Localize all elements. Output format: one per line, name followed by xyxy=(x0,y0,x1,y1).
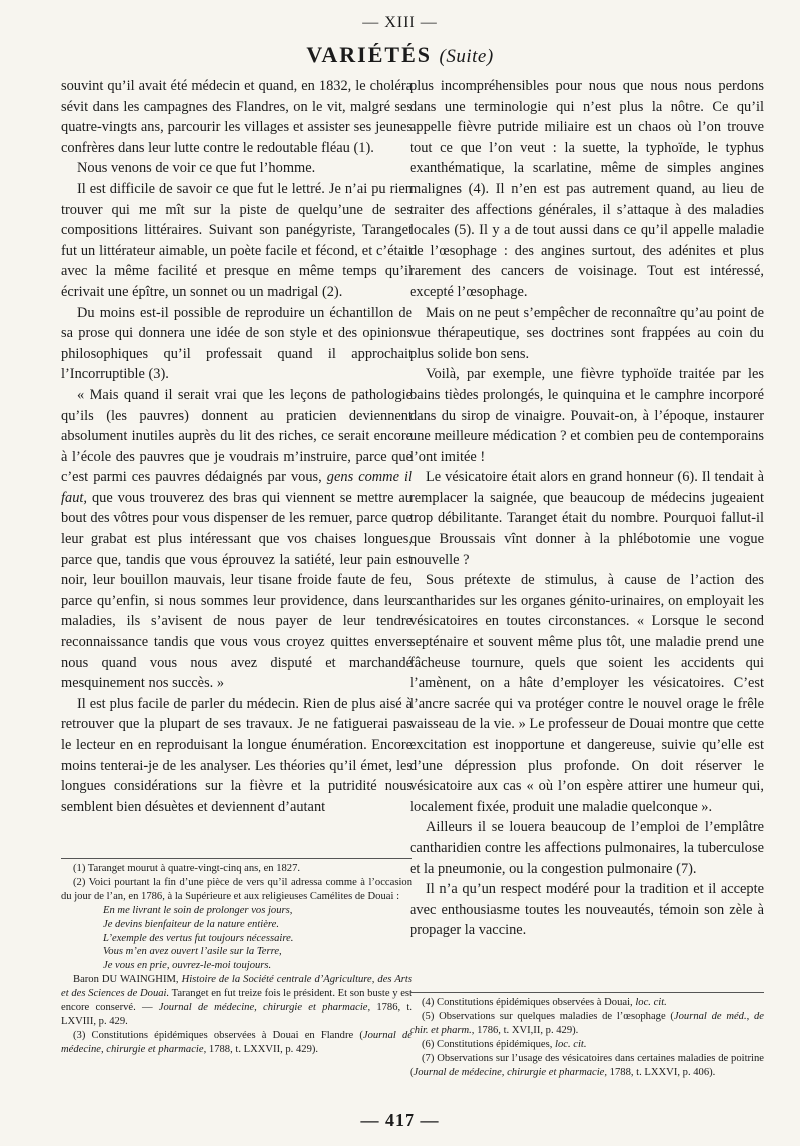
footnote-text: (5) Observations sur quelques maladies de l’œsophage ( xyxy=(422,1010,674,1022)
footnote-italic: Journal de médecine, chirurgie et pharmacie, xyxy=(158,1002,371,1014)
footnote-text: 1788, t. LXXVII, p. 429). xyxy=(208,1043,319,1055)
footnote xyxy=(410,1038,764,1052)
footnote-italic: loc. cit. xyxy=(555,1038,587,1050)
paragraph: Il est plus facile de parler du médecin. Rien de plus aisé à retrouver que la plupart de ses travaux. Je ne fatiguerai pas le lecteur en en reproduisant la longue énumération. Encore moins tenterai-je de les analyser. Les théories qu’il émet, les longues considérations sur la fièvre et la putridité nous semblent bien désuètes et deviennent d’autant xyxy=(61,695,412,815)
verse-block xyxy=(103,904,412,974)
quote-text: que vous trouverez des bras qui viennent se mettre au bout des vôtres pour vous dispenser de les remuer, parce que leur grabat est plus intéressant que vos chaises longues, parce que, tandis que vous éprouvez la satiété, leur pain est noir, leur bouillon mauvais, leur tisane froide faute de feu, parce qu’enfin, si nous sommes leur providence, dans leurs maladies, ils s’avisent de nous payer de leur tendre reconnaissance tandis que vous vous croyez quittes envers nous quand vous nous avez disputé et marchandé mesquinement nos succès. » xyxy=(61,489,412,692)
paragraph: souvint qu’il avait été médecin et quand, en 1832, le choléra sévit dans les campagnes des Flandres, on le vit, malgré ses quatre-vingts ans, parcourir les villages et assister ses jeunes confrères dans leur lutte contre le redoutable fléau (1). xyxy=(61,78,412,156)
footnote-text: Taranget en fut treize fois le président. Et son buste y est encore conservé. — xyxy=(61,988,412,1014)
verse-line: L’exemple des vertus fut toujours nécessaire. xyxy=(103,932,294,944)
verse-line: Je devins bienfaiteur de la nature entière. xyxy=(103,918,280,930)
footnote-text: 1788, t. LXXVI, p. 406). xyxy=(609,1066,716,1078)
footnote xyxy=(61,1029,412,1057)
paragraph: Du moins est-il possible de reproduire un échantillon de sa prose qui donnera une idée de son style et des opinions philosophiques qu’il professait quand il approchait l’Incorruptible (3). xyxy=(61,304,412,383)
footnote-text: (6) Constitutions épidémiques, xyxy=(422,1038,553,1050)
page-number: — 417 — xyxy=(360,1110,440,1130)
section-title xyxy=(0,42,800,68)
footnote: (1) Taranget mourut à quatre-vingt-cinq ans, en 1827. xyxy=(73,863,301,874)
footnote-italic: Histoire de la Société centrale d’Agriculture, des Arts et des Sciences de Douai. xyxy=(61,974,412,1000)
footnote-text: Baron DU WAINGHIM, xyxy=(73,974,179,986)
footnote xyxy=(410,996,764,1010)
footnote-text: (3) Constitutions épidémiques observées à Douai en Flandre ( xyxy=(73,1029,363,1041)
quoted-paragraph xyxy=(61,385,412,694)
paragraph: Il n’a qu’un respect modéré pour la tradition et il accepte avec enthousiasme toutes les nouveautés, témoin son zèle à propager la vaccine. xyxy=(410,881,764,939)
paragraph: plus incompréhensibles pour nous que nous nous perdons dans une terminologie qui n’est plus la nôtre. Ce qu’il appelle fièvre putride miliaire est un chaos où l’on trouve tout ce que l’on veut : la suette, la typhoïde, le typhus exanthématique, la scarlatine, même de simples angines malignes (4). Il n’en est pas autrement quand, au lieu de traiter des affections générales, il s’attaque à des maladies locales (5). Il y a de tout aussi dans ce qu’il appelle maladie de l’œsophage : des angines surtout, des adénites et plus rarement des cancers de voisinage. Tout est intéressé, excepté l’œsophage. xyxy=(410,78,764,300)
verse-line: En me livrant le soin de prolonger vos jours, xyxy=(103,904,293,916)
footnotes-right xyxy=(410,992,764,1079)
footnote-text: 1786, t. XVI,II, p. 429). xyxy=(477,1024,579,1036)
paragraph: Nous venons de voir ce que fut l’homme. xyxy=(77,160,316,177)
running-head: — XIII — xyxy=(362,14,438,31)
section-title-text: VARIÉTÉS xyxy=(306,42,432,67)
section-title-suffix: (Suite) xyxy=(439,46,494,67)
footnote-italic: loc. cit. xyxy=(635,997,667,1008)
paragraph: Ailleurs il se louera beaucoup de l’emploi de l’emplâtre cantharidien contre les affections pulmonaires, la tuberculose et la pneumonie, ou la congestion pulmonaire (7). xyxy=(410,819,764,877)
quote-text: « Mais quand il serait vrai que les leçons de pathologie qu’ils (les pauvres) donnent au praticien deviennent absolument inutiles auprès du lit des riches, ce serait encore à l’école des pauvres que je voudrais m’instruire, parce que c’est parmi ces pauvres dédaignés par vous, xyxy=(61,386,412,486)
paragraph: Le vésicatoire était alors en grand honneur (6). Il tendait à remplacer la saignée, que beaucoup de médecins jugeaient trop débilitante. Taranget était du nombre. Pourquoi fallut-il que Broussais vînt donner à la phlébotomie une vogue nouvelle ? xyxy=(410,469,764,568)
verse-line: Vous m’en avez ouvert l’asile sur la Terre, xyxy=(103,946,282,958)
footnote xyxy=(410,1010,764,1038)
footnote-text: (7) Observations sur l’usage des vésicatoires dans certaines maladies de poitrine ( xyxy=(410,1052,764,1078)
quote-italic: gens comme il faut, xyxy=(61,469,412,506)
paragraph: Sous prétexte de stimulus, à cause de l’action des cantharides sur les organes génito-urinaires, on employait les vésicatoires en toutes circonstances. « Lorsque le second septénaire et souvent même plus tôt, une maladie prend une fâcheuse tournure, quels que soient les accidents qui l’amènent, on a hâte d’employer les vésicatoires. C’est l’ancre sacrée qui va protéger contre le nouvel orage le frêle vaisseau de la vie. » Le professeur de Douai montre que cette excitation est inopportune et dangereuse, suivie qu’elle est d’une dépression plus profonde. On doit réserver le vésicatoire aux cas « où l’on espère attirer une humeur qui, localement fixée, produit une maladie quelconque ». xyxy=(410,572,764,815)
footnote xyxy=(410,1052,764,1080)
footnote xyxy=(61,973,412,1029)
footnote-italic: Journal de méd., de chir. et pharm., xyxy=(410,1010,764,1036)
paragraph: Mais on ne peut s’empêcher de reconnaître qu’au point de vue thérapeutique, ses doctrines sont frappées au coin du plus solide bon sens. xyxy=(410,304,764,362)
footnote: (2) Voici pourtant la fin d’une pièce de vers qu’il adressa comme à l’occasion du jour de l’an, en 1786, à la Supérieure et aux religieuses Camélites de Douai : xyxy=(61,876,412,902)
footnote-italic: Journal de médecine, chirurgie et pharmacie, xyxy=(61,1029,412,1055)
paragraph: Voilà, par exemple, une fièvre typhoïde traitée par les bains tièdes prolongés, le quinquina et le camphre incorporé dans du sirop de vinaigre. Pouvait-on, à l’époque, instaurer une meilleure médication ? et combien peu de contemporains l’ont imitée ! xyxy=(410,366,764,465)
paragraph: Il est difficile de savoir ce que fut le lettré. Je n’ai pu rien trouver qui me mît sur la piste de quelqu’une de ses compositions littéraires. Suivant son panégyriste, Taranget fut un littérateur aimable, un poète facile et fécond, et c’était avec la même facilité et presque en même temps qu’il écrivait une épître, un sonnet ou un madrigal (2). xyxy=(61,180,412,300)
left-column xyxy=(61,76,412,817)
right-column xyxy=(410,76,764,941)
footnote-text: (4) Constitutions épidémiques observées à Douai, xyxy=(422,997,633,1008)
footnote-italic: Journal de médecine, chirurgie et pharmacie, xyxy=(413,1066,608,1078)
footnote-text: 1786, t. LXVIII, p. 429. xyxy=(61,1002,412,1027)
footnotes-left xyxy=(61,858,412,1057)
verse-line: Je vous en prie, ouvrez-le-moi toujours. xyxy=(103,960,272,972)
